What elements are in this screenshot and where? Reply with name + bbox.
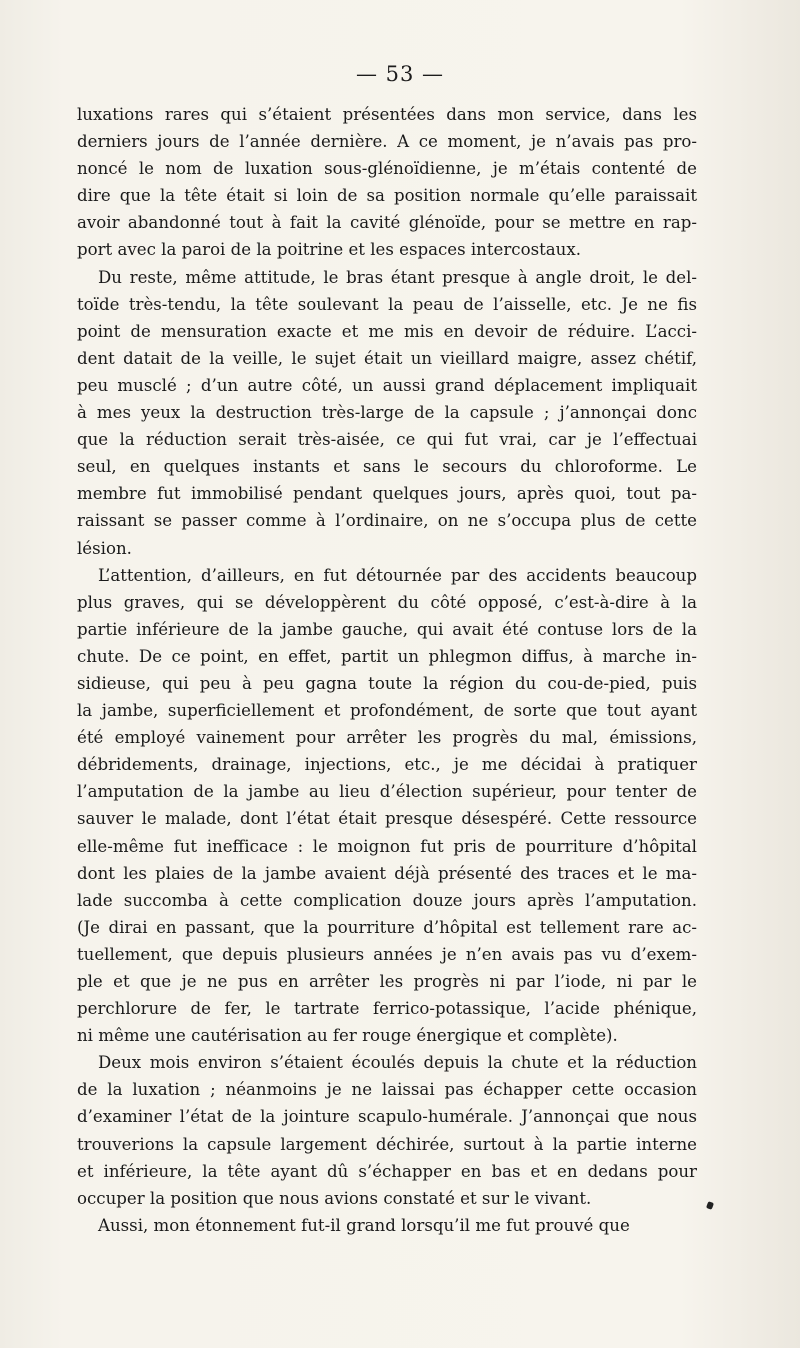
text-line: Deux mois environ s’étaient écoulés depuis la chute et la réduction [98,1053,697,1073]
text-line: dont les plaies de la jambe avaient déjà présenté des traces et le ma- [77,863,697,883]
text-line: lade succomba à cette complication douze jours après l’amputation. [77,890,697,910]
text-line: sidieuse, qui peu à peu gagna toute la région du cou-de-pied, puis [77,673,697,693]
text-line: L’attention, d’ailleurs, en fut détournée par des accidents beaucoup [98,565,697,585]
text-line: ni même une cautérisation au fer rouge énergique et complète). [77,1026,618,1046]
text-line: seul, en quelques instants et sans le secours du chloroforme. Le [77,457,697,477]
text-line: ple et que je ne pus en arrêter les progrès ni par l’iode, ni par le [77,972,697,991]
text-line: toïde très-tendu, la tête soulevant la peau de l’aisselle, etc. Je ne fis [77,294,697,314]
text-line: lésion. [77,538,132,558]
text-line: (Je dirai en passant, que la pourriture d’hôpital est tellement rare ac- [77,917,697,937]
text-line: d’examiner l’état de la jointure scapulo-humérale. J’annonçai que nous [77,1107,697,1127]
text-line: Du reste, même attitude, le bras étant presque à angle droit, le del- [98,267,697,287]
ink-mark [706,1201,714,1210]
text-line: derniers jours de l’année dernière. A ce moment, je n’avais pas pro- [77,132,697,152]
text-line: débridements, drainage, injections, etc., je me décidai à pratiquer [77,755,697,775]
text-line: de la luxation ; néanmoins je ne laissai pas échapper cette occasion [77,1080,697,1100]
text-line: avoir abandonné tout à fait la cavité glénoïde, pour se mettre en rap- [77,213,697,233]
text-line: noncé le nom de luxation sous-glénoïdienne, je m’étais contenté de [77,159,697,179]
text-line: plus graves, qui se développèrent du côté opposé, c’est-à-dire à la [77,592,697,612]
text-line: tuellement, que depuis plusieurs années je n’en avais pas vu d’exem- [77,944,697,964]
text-line: été employé vainement pour arrêter les progrès du mal, émissions, [77,728,697,748]
text-line: port avec la paroi de la poitrine et les espaces intercostaux. [77,240,581,260]
text-line: perchlorure de fer, le tartrate ferrico-potassique, l’acide phénique, [77,999,697,1019]
text-line: elle-même fut inefficace : le moignon fut pris de pourriture d’hôpital [77,836,697,856]
text-line: point de mensuration exacte et me mis en devoir de réduire. L’acci- [77,321,697,341]
page-number: — 53 — [355,62,445,86]
text-line: que la réduction serait très-aisée, ce qui fut vrai, car je l’effectuai [77,430,697,450]
text-line: dent datait de la veille, le sujet était un vieillard maigre, assez chétif, [77,348,697,368]
text-line: l’amputation de la jambe au lieu d’élection supérieur, pour tenter de [77,782,697,802]
text-line: raissant se passer comme à l’ordinaire, on ne s’occupa plus de cette [77,511,697,531]
text-line: peu musclé ; d’un autre côté, un aussi grand déplacement impliquait [77,375,697,395]
text-line: la jambe, superficiellement et profondément, de sorte que tout ayant [77,701,697,721]
text-line: à mes yeux la destruction très-large de la capsule ; j’annonçai donc [77,403,697,423]
text-line: chute. De ce point, en effet, partit un phlegmon diffus, à marche in- [77,646,697,666]
text-line: luxations rares qui s’étaient présentées dans mon service, dans les [77,105,697,124]
body-text [77,101,697,1239]
text-line: trouverions la capsule largement déchirée, surtout à la partie interne [77,1134,697,1154]
text-line: et inférieure, la tête ayant dû s’échapper en bas et en dedans pour [77,1161,697,1181]
text-line: partie inférieure de la jambe gauche, qui avait été contuse lors de la [77,619,697,639]
text-line: occuper la position que nous avions constaté et sur le vivant. [77,1188,592,1208]
text-line: dire que la tête était si loin de sa position normale qu’elle paraissait [77,186,697,206]
text-line: membre fut immobilisé pendant quelques jours, après quoi, tout pa- [77,484,697,504]
text-line: sauver le malade, dont l’état était presque désespéré. Cette ressource [77,809,697,829]
text-line: Aussi, mon étonnement fut-il grand lorsqu’il me fut prouvé que [98,1215,630,1235]
